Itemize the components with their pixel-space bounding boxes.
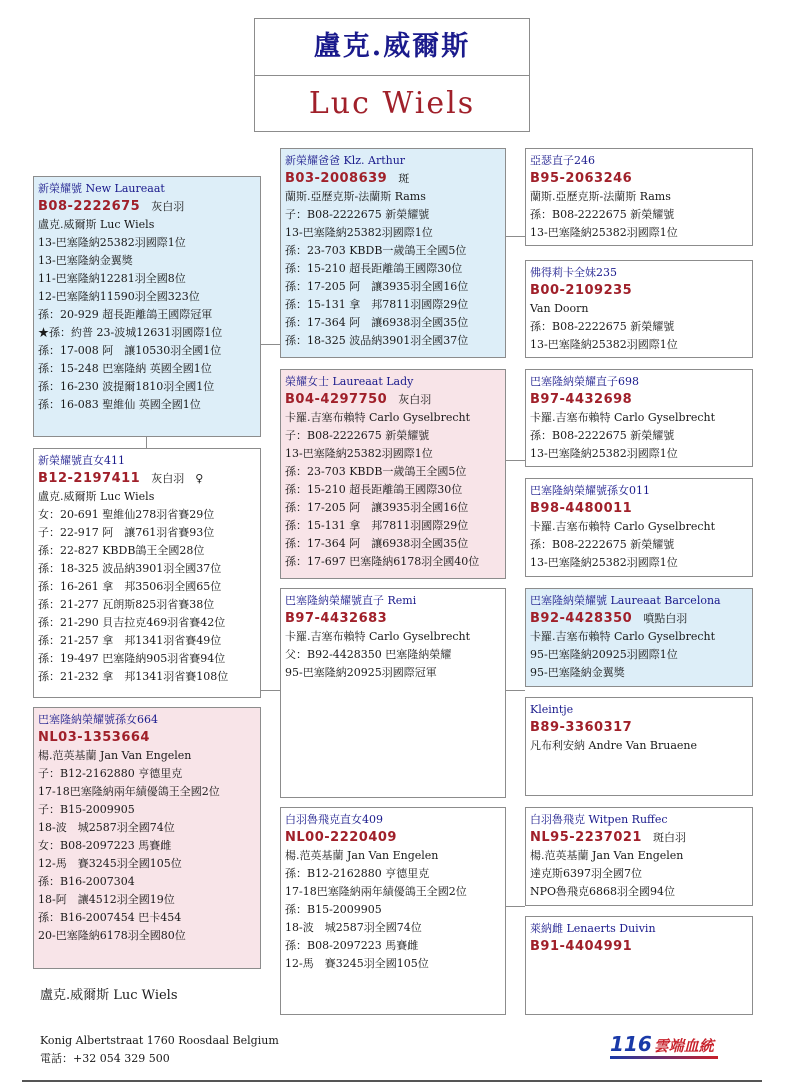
dam-dam-pigeon-card — [280, 807, 506, 1015]
grandparent-card-2 — [525, 260, 753, 358]
info-line: 孫：B15-2009905 — [285, 903, 382, 916]
info-line: 17-18巴塞隆納兩年績優鴿王全國2位 — [285, 885, 467, 898]
info-line: 子：B08-2222675 新榮耀號 — [285, 208, 430, 221]
info-line: 孫：21-277 瓦朗斯825羽省賽38位 — [38, 598, 215, 611]
info-line: 孫：B16-2007304 — [38, 875, 135, 888]
info-line: 孫：17-205 阿 讓3935羽全國16位 — [285, 501, 469, 514]
info-line: 孫：B16-2007454 巴卡454 — [38, 911, 182, 924]
info-line: 12-馬 賽3245羽全國105位 — [285, 957, 429, 970]
ring-number: NL95-2237021 — [530, 830, 642, 845]
info-line: 孫：16-230 波提爾1810羽全國1位 — [38, 380, 215, 393]
ring-number: B12-2197411 — [38, 471, 141, 486]
info-line: 孫：B08-2222675 新榮耀號 — [530, 538, 675, 551]
info-line: 孫：18-325 波品納3901羽全國37位 — [285, 334, 469, 347]
info-line: Van Doorn — [530, 302, 589, 315]
grandparent-card-5 — [525, 588, 753, 687]
info-line: 孫：20-929 超長距離鴿王國際冠軍 — [38, 308, 213, 321]
breeder-address: Konig Albertstraat 1760 Roosdaal Belgium — [40, 1034, 279, 1047]
info-line: 孫：B08-2097223 馬賽雌 — [285, 939, 419, 952]
connector-line — [505, 236, 525, 237]
ring-number: B03-2008639 — [285, 171, 388, 186]
logo-underline — [610, 1056, 718, 1059]
pigeon-name: 巴塞隆納榮耀號 Laureaat Barcelona — [530, 594, 721, 607]
logo-text: 雲端血統 — [653, 1037, 714, 1055]
info-line: 12-馬 賽3245羽全國105位 — [38, 857, 182, 870]
ring-number: NL00-2220409 — [285, 830, 397, 845]
info-line: 卡羅.吉塞布賴特 Carlo Gyselbrecht — [530, 520, 716, 533]
info-line: 20-巴塞隆納6178羽全國80位 — [38, 929, 186, 942]
info-line: ★孫：約普 23-波城12631羽國際1位 — [38, 326, 223, 339]
info-line: 孫：15-210 超長距離鴿王國際30位 — [285, 262, 463, 275]
plumage-color: 噴點白羽 — [643, 612, 688, 625]
info-line: 盧克.威爾斯 Luc Wiels — [38, 490, 155, 503]
info-line: 孫：15-131 拿 邦7811羽國際29位 — [285, 519, 469, 532]
info-line: 孫：16-083 聖維仙 英國全國1位 — [38, 398, 201, 411]
grandparent-card-8 — [525, 916, 753, 1015]
info-line: 孫：23-703 KBDB一歲鴿王全國5位 — [285, 465, 467, 478]
plumage-color: 灰白羽 ♀ — [151, 472, 204, 485]
info-line: 卡羅.吉塞布賴特 Carlo Gyselbrecht — [530, 411, 716, 424]
info-line: 卡羅.吉塞布賴特 Carlo Gyselbrecht — [285, 630, 471, 643]
info-line: 孫：21-257 拿 邦1341羽省賽49位 — [38, 634, 222, 647]
brand-logo — [610, 1032, 714, 1056]
info-line: 13-巴塞隆納25382羽國際1位 — [38, 236, 186, 249]
owner-name-chinese: 盧克.威爾斯 — [255, 19, 529, 76]
info-line: 蘭斯.亞歷克斯-法蘭斯 Rams — [285, 190, 426, 203]
info-line: 孫：23-703 KBDB一歲鴿王全國5位 — [285, 244, 467, 257]
subject-pigeon-card — [33, 176, 261, 437]
pigeon-name: 巴塞隆納榮耀號直子 Remi — [285, 594, 417, 607]
grandparent-card-1 — [525, 148, 753, 246]
info-line: 楊.范英基蘭 Jan Van Engelen — [530, 849, 684, 862]
connector-line — [260, 344, 280, 345]
breeder-phone: 電話：+32 054 329 500 — [40, 1052, 170, 1065]
plumage-color: 斑 — [398, 172, 410, 185]
info-line: 子：B12-2162880 亨德里克 — [38, 767, 183, 780]
pigeon-name: 新榮耀爸爸 Klz. Arthur — [285, 154, 406, 167]
info-line: 孫：15-131 拿 邦7811羽國際29位 — [285, 298, 469, 311]
info-line: 凡布利安納 Andre Van Bruaene — [530, 739, 697, 752]
info-line: 12-巴塞隆納11590羽全國323位 — [38, 290, 200, 303]
info-line: 孫：17-205 阿 讓3935羽全國16位 — [285, 280, 469, 293]
sire-dam-pigeon-card — [280, 369, 506, 579]
info-line: 孫：B08-2222675 新榮耀號 — [530, 320, 675, 333]
logo-number: 116 — [610, 1032, 652, 1056]
info-line: 95-巴塞隆納20925羽國際1位 — [530, 648, 678, 661]
pigeon-name: 亞瑟直子246 — [530, 154, 595, 167]
breeder-contact — [40, 1032, 279, 1068]
info-line: NPO魯飛克6868羽全國94位 — [530, 885, 676, 898]
info-line: 95-巴塞隆納20925羽國際冠軍 — [285, 666, 437, 679]
info-line: 女：20-691 聖維仙278羽省賽29位 — [38, 508, 215, 521]
ring-number: B00-2109235 — [530, 283, 633, 298]
ring-number: B04-4297750 — [285, 392, 388, 407]
info-line: 13-巴塞隆納25382羽國際1位 — [530, 447, 678, 460]
info-line: 孫：18-325 波品納3901羽全國37位 — [38, 562, 222, 575]
ring-number: B97-4432698 — [530, 392, 633, 407]
connector-line — [505, 460, 525, 461]
info-line: 17-18巴塞隆納兩年績優鴿王全國2位 — [38, 785, 220, 798]
dam-line-pigeon-card — [33, 707, 261, 969]
ring-number: B08-2222675 — [38, 199, 141, 214]
info-line: 卡羅.吉塞布賴特 Carlo Gyselbrecht — [285, 411, 471, 424]
info-line: 95-巴塞隆納金翼獎 — [530, 666, 625, 679]
info-line: 18-阿 讓4512羽全國19位 — [38, 893, 175, 906]
ring-number: B92-4428350 — [530, 611, 633, 626]
info-line: 13-巴塞隆納25382羽國際1位 — [530, 338, 678, 351]
info-line: 18-波 城2587羽全國74位 — [38, 821, 175, 834]
info-line: 卡羅.吉塞布賴特 Carlo Gyselbrecht — [530, 630, 716, 643]
plumage-color: 灰白羽 — [151, 200, 185, 213]
owner-name-english: Luc Wiels — [308, 86, 476, 121]
connector-line — [505, 690, 525, 691]
pigeon-name: 巴塞隆納榮耀號孫女664 — [38, 713, 158, 726]
info-line: 孫：B08-2222675 新榮耀號 — [530, 429, 675, 442]
info-line: 楊.范英基蘭 Jan Van Engelen — [285, 849, 439, 862]
info-line: 孫：15-248 巴塞隆納 英國全國1位 — [38, 362, 212, 375]
ring-number: NL03-1353664 — [38, 730, 150, 745]
pigeon-name: 白羽魯飛克直女409 — [285, 813, 383, 826]
dam-pigeon-card — [33, 448, 261, 698]
info-line: 子：22-917 阿 讓761羽省賽93位 — [38, 526, 215, 539]
pigeon-name: 新榮耀號直女411 — [38, 454, 125, 467]
info-line: 孫：22-827 KBDB鴿王全國28位 — [38, 544, 205, 557]
plumage-color: 灰白羽 — [398, 393, 432, 406]
ring-number: B97-4432683 — [285, 611, 388, 626]
info-line: 孫：B08-2222675 新榮耀號 — [530, 208, 675, 221]
info-line: 楊.范英基蘭 Jan Van Engelen — [38, 749, 192, 762]
info-line: 蘭斯.亞歷克斯-法蘭斯 Rams — [530, 190, 671, 203]
ring-number: B98-4480011 — [530, 501, 633, 516]
grandparent-card-3 — [525, 369, 753, 467]
info-line: 孫：17-364 阿 讓6938羽全國35位 — [285, 537, 469, 550]
grandparent-card-6 — [525, 697, 753, 796]
info-line: 盧克.威爾斯 Luc Wiels — [38, 218, 155, 231]
info-line: 孫：21-290 貝吉拉克469羽省賽42位 — [38, 616, 226, 629]
info-line: 達克斯6397羽全國7位 — [530, 867, 642, 880]
info-line: 13-巴塞隆納25382羽國際1位 — [530, 556, 678, 569]
info-line: 孫：19-497 巴塞隆納905羽省賽94位 — [38, 652, 226, 665]
pigeon-name: 新榮耀號 New Laureaat — [38, 182, 165, 195]
info-line: 孫：17-364 阿 讓6938羽全國35位 — [285, 316, 469, 329]
pigeon-name: Kleintje — [530, 703, 574, 716]
plumage-color: 斑白羽 — [652, 831, 686, 844]
grandparent-card-4 — [525, 478, 753, 577]
info-line: 13-巴塞隆納金翼獎 — [38, 254, 133, 267]
bottom-divider — [22, 1080, 762, 1082]
pigeon-name: 巴塞隆納榮耀號孫女011 — [530, 484, 650, 497]
ring-number: B89-3360317 — [530, 720, 633, 735]
ring-number: B95-2063246 — [530, 171, 633, 186]
info-line: 子：B15-2009905 — [38, 803, 135, 816]
pigeon-name: 佛得莉卡全妹235 — [530, 266, 617, 279]
info-line: 子：B08-2222675 新榮耀號 — [285, 429, 430, 442]
info-line: 女：B08-2097223 馬賽雌 — [38, 839, 172, 852]
info-line: 11-巴塞隆納12281羽全國8位 — [38, 272, 186, 285]
info-line: 13-巴塞隆納25382羽國際1位 — [285, 226, 433, 239]
connector-line — [505, 906, 525, 907]
breeder-name: 盧克.威爾斯 Luc Wiels — [40, 988, 178, 1003]
pigeon-name: 榮耀女士 Laureaat Lady — [285, 375, 414, 388]
info-line: 13-巴塞隆納25382羽國際1位 — [285, 447, 433, 460]
grandparent-card-7 — [525, 807, 753, 906]
info-line: 孫：17-008 阿 讓10530羽全國1位 — [38, 344, 222, 357]
pedigree-title-box — [254, 18, 530, 132]
info-line: 孫：16-261 拿 邦3506羽全國65位 — [38, 580, 222, 593]
pigeon-name: 巴塞隆納榮耀直子698 — [530, 375, 639, 388]
info-line: 父：B92-4428350 巴塞隆納榮耀 — [285, 648, 452, 661]
info-line: 13-巴塞隆納25382羽國際1位 — [530, 226, 678, 239]
pigeon-name: 萊納雌 Lenaerts Duivin — [530, 922, 656, 935]
dam-sire-pigeon-card — [280, 588, 506, 798]
info-line: 孫：B12-2162880 亨德里克 — [285, 867, 430, 880]
sire-pigeon-card — [280, 148, 506, 358]
ring-number: B91-4404991 — [530, 939, 633, 954]
info-line: 18-波 城2587羽全國74位 — [285, 921, 422, 934]
info-line: 孫：15-210 超長距離鴿王國際30位 — [285, 483, 463, 496]
pigeon-name: 白羽魯飛克 Witpen Ruffec — [530, 813, 668, 826]
info-line: 孫：21-232 拿 邦1341羽省賽108位 — [38, 670, 229, 683]
connector-line — [260, 690, 280, 691]
info-line: 孫：17-697 巴塞隆納6178羽全國40位 — [285, 555, 480, 568]
connector-line — [146, 436, 147, 448]
